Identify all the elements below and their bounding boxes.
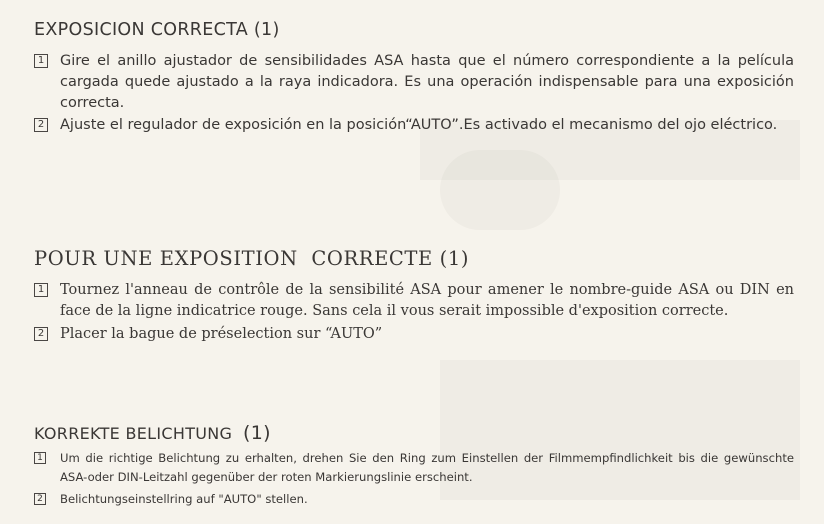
section-title-french: POUR UNE EXPOSITION CORRECTE (1) xyxy=(34,247,470,270)
section-french xyxy=(34,247,794,347)
instruction-item xyxy=(34,280,794,322)
section-german xyxy=(34,422,794,512)
instruction-text: Gire el anillo ajustador de sensibilidades ASA hasta que el número correspondiente a la película cargada quede ajustado a la raya indicadora. Es una operación indispensable para una exposición correcta. xyxy=(60,53,794,111)
section-title-german xyxy=(34,422,794,444)
step-number-box: 1 xyxy=(34,54,48,68)
instruction-text: Belichtungseinstellring auf "AUTO" stellen. xyxy=(60,492,308,506)
section-title-spanish: EXPOSICION CORRECTA (1) xyxy=(34,20,280,40)
instruction-item xyxy=(34,51,794,114)
instruction-text: Tournez l'anneau de contrôle de la sensibilité ASA pour amener le nombre-guide ASA ou DIN en face de la ligne indicatrice rouge. Sans cela il vous serait impossible d'exposition correcte. xyxy=(60,282,794,319)
instruction-item xyxy=(34,490,794,509)
instruction-text: Placer la bague de préselection sur “AUTO” xyxy=(60,326,383,342)
step-number-box: 2 xyxy=(34,327,48,341)
step-number-box: 1 xyxy=(34,283,48,297)
instruction-item xyxy=(34,449,794,487)
instruction-item xyxy=(34,115,794,136)
step-number-box: 2 xyxy=(34,118,48,132)
section-title-german-text: KORREKTE BELICHTUNG xyxy=(34,424,233,443)
section-title-german-number: (1) xyxy=(243,422,271,444)
instruction-text: Ajuste el regulador de exposición en la posición“AUTO”.Es activado el mecanismo del ojo eléctrico. xyxy=(60,117,778,133)
instruction-text: Um die richtige Belichtung zu erhalten, drehen Sie den Ring zum Einstellen der Filmmempfindlichkeit bis die gewünschte ASA-oder DIN-Leitzahl gegenüber der roten Markierungslinie erscheint. xyxy=(60,451,794,484)
section-spanish xyxy=(34,20,794,137)
step-number-box: 2 xyxy=(34,493,46,505)
instruction-item xyxy=(34,324,794,345)
show-through-shade xyxy=(440,150,560,230)
step-number-box: 1 xyxy=(34,452,46,464)
